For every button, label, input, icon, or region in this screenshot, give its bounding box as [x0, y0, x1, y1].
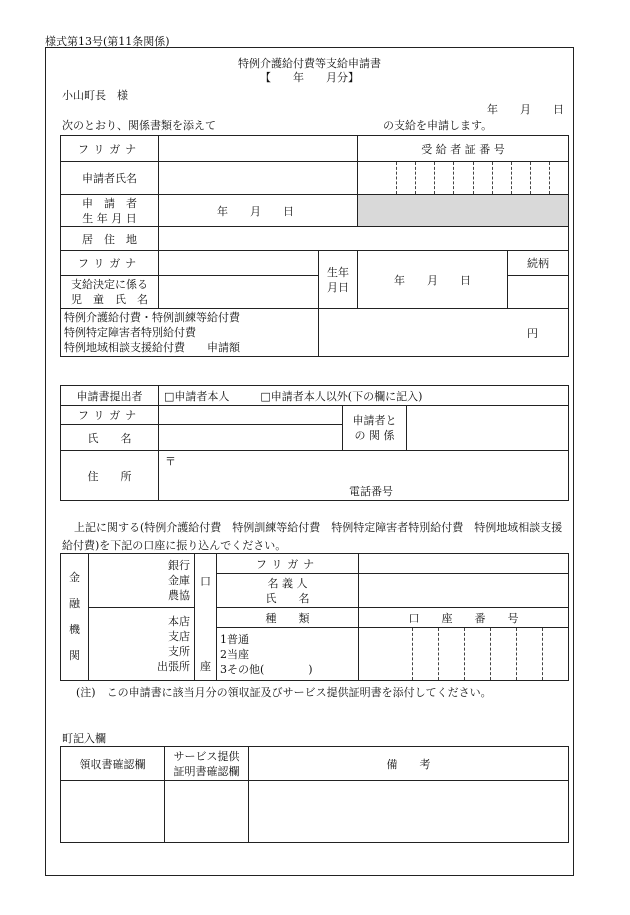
relation-field[interactable] [407, 406, 569, 451]
relationship-label: 続柄 [508, 251, 569, 276]
child-name-label: 支給決定に係る 児 童 氏 名 [61, 276, 159, 309]
bank-intro: 上記に関する(特例介護給付費 特例訓練等給付費 特例特定障害者特別給付費 特例地域相談支援給付費)を下記の口座に振り込んでください。 [62, 521, 563, 552]
child-furigana-label: フリガナ [61, 251, 159, 276]
recipient-number-field[interactable] [358, 162, 569, 195]
residence-field[interactable] [159, 227, 569, 251]
bank-type-options: 銀行 金庫 農協 [89, 554, 195, 608]
remarks-field[interactable] [249, 781, 569, 843]
relationship-field[interactable] [508, 276, 569, 309]
bank-furigana-field[interactable] [359, 554, 569, 574]
service-cert-label: サービス提供 証明書確認欄 [165, 747, 249, 781]
addressee: 小山町長 様 [62, 89, 128, 102]
bank-table [60, 553, 569, 681]
submitter-address-label: 住 所 [61, 451, 159, 501]
applicant-birth-label: 申 請 者 生 年 月 日 [61, 195, 159, 227]
service-cert-field[interactable] [165, 781, 249, 843]
postal-mark: 〒 [165, 455, 176, 468]
financial-institution-label: 金 融 機 関 [61, 554, 89, 681]
child-birth-field[interactable]: 年 月 日 [358, 251, 508, 309]
receipt-check-field[interactable] [61, 781, 165, 843]
yen-unit: 円 [527, 326, 539, 340]
other-checkbox[interactable]: □申請者本人以外(下の欄に記入) [260, 389, 423, 403]
residence-label: 居 住 地 [61, 227, 159, 251]
account-number-field[interactable] [359, 628, 569, 681]
receipt-check-label: 領収書確認欄 [61, 747, 165, 781]
submitter-name-label: 氏 名 [61, 425, 159, 451]
phone-label: 電話番号 [349, 485, 393, 498]
application-date: 年 月 日 [487, 103, 564, 116]
intro-left: 次のとおり、関係書類を添えて [62, 119, 216, 132]
submitter-options [159, 386, 569, 406]
form-subtitle: 【 年 月分】 [260, 71, 359, 84]
account-kind-label: 種 類 [217, 608, 359, 628]
koza-label-bottom: 座 [195, 608, 217, 681]
town-table [60, 746, 569, 843]
account-holder-field[interactable] [359, 574, 569, 608]
form-title: 特例介護給付費等支給申請書 [238, 57, 381, 70]
amount-field[interactable] [319, 309, 569, 357]
shaded-cell [358, 195, 569, 227]
account-kind-options[interactable]: 1普通 2当座 3その他( ) [217, 628, 359, 681]
applicant-table [60, 135, 569, 357]
account-number-label: 口 座 番 号 [359, 608, 569, 628]
submitter-furigana-field[interactable] [159, 406, 343, 425]
submitter-name-field[interactable] [159, 425, 343, 451]
submitter-table [60, 385, 569, 501]
attachment-note: (注) この申請書に該当月分の領収証及びサービス提供証明書を添付してください。 [76, 686, 492, 699]
applicant-birth-field[interactable]: 年 月 日 [159, 195, 358, 227]
submitter-address-field[interactable] [159, 451, 569, 501]
applicant-name-label: 申請者氏名 [61, 162, 159, 195]
bank-furigana-label: フリガナ [217, 554, 359, 574]
form-number: 様式第13号(第11条関係) [45, 35, 170, 48]
self-checkbox[interactable]: □申請者本人 [164, 389, 230, 403]
applicant-name-field[interactable] [159, 162, 358, 195]
relation-label: 申請者と の 関 係 [343, 406, 407, 451]
intro-right: の支給を申請します。 [383, 119, 493, 132]
recipient-number-label: 受 給 者 証 番 号 [358, 136, 569, 162]
amount-label: 特例介護給付費・特例訓練等給付費 特例特定障害者特別給付費 特例地域相談支援給付費 申請額 [61, 309, 319, 357]
remarks-label: 備 考 [249, 747, 569, 781]
submitter-label: 申請書提出者 [61, 386, 159, 406]
koza-label-top: 口 [195, 554, 217, 608]
applicant-furigana-label: フリガナ [61, 136, 159, 162]
applicant-furigana-field[interactable] [159, 136, 358, 162]
branch-type-options: 本店 支店 支所 出張所 [89, 608, 195, 681]
child-furigana-field[interactable] [159, 251, 319, 276]
child-birth-label: 生年 月日 [319, 251, 358, 309]
town-use-label: 町記入欄 [62, 732, 106, 745]
submitter-furigana-label: フリガナ [61, 406, 159, 425]
child-name-field[interactable] [159, 276, 319, 309]
account-holder-label: 名 義 人 氏 名 [217, 574, 359, 608]
